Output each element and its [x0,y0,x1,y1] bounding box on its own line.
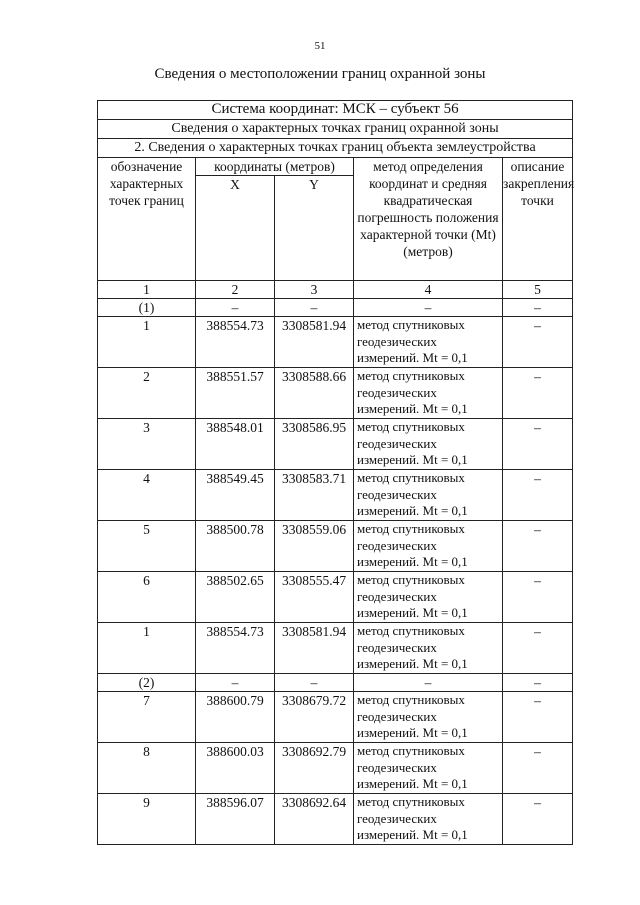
point-y: 3308581.94 [275,317,354,368]
point-x: 388548.01 [196,419,275,470]
group-dash: – [503,674,573,692]
point-description: – [503,368,573,419]
point-y: 3308679.72 [275,692,354,743]
point-y: 3308583.71 [275,470,354,521]
header-point-designation: обозначение характерных точек границ [98,158,196,281]
section1-cell: Сведения о характерных точках границ охранной зоны [98,120,573,139]
point-description: – [503,794,573,845]
table-row [98,572,573,623]
group-label: (1) [98,299,196,317]
point-y: 3308586.95 [275,419,354,470]
point-x: 388551.57 [196,368,275,419]
point-y: 3308559.06 [275,521,354,572]
header-coordinates [196,158,354,281]
group-label: (2) [98,674,196,692]
point-id: 9 [98,794,196,845]
point-y: 3308555.47 [275,572,354,623]
group-dash: – [196,674,275,692]
table-row [98,470,573,521]
point-y: 3308581.94 [275,623,354,674]
point-id: 3 [98,419,196,470]
group-dash: – [275,299,354,317]
point-method: метод спутниковых геодезических измерений. Mt = 0,1 [354,368,503,419]
page-number: 51 [314,40,326,52]
section1-row [98,120,573,139]
point-id: 1 [98,623,196,674]
point-y: 3308692.64 [275,794,354,845]
point-x: 388502.65 [196,572,275,623]
table-row [98,317,573,368]
point-method: метод спутниковых геодезических измерений. Mt = 0,1 [354,419,503,470]
point-x: 388554.73 [196,623,275,674]
point-id: 4 [98,470,196,521]
point-method: метод спутниковых геодезических измерений. Mt = 0,1 [354,470,503,521]
header-y: Y [274,176,353,280]
point-method: метод спутниковых геодезических измерений. Mt = 0,1 [354,794,503,845]
point-x: 388600.03 [196,743,275,794]
section2-row [98,139,573,158]
group-row [98,299,573,317]
column-number-row [98,281,573,299]
column-number: 4 [354,281,503,299]
column-number: 3 [275,281,354,299]
point-id: 2 [98,368,196,419]
point-method: метод спутниковых геодезических измерений. Mt = 0,1 [354,521,503,572]
point-id: 5 [98,521,196,572]
point-method: метод спутниковых геодезических измерений. Mt = 0,1 [354,743,503,794]
point-x: 388554.73 [196,317,275,368]
group-dash: – [354,299,503,317]
point-description: – [503,470,573,521]
point-id: 6 [98,572,196,623]
point-description: – [503,743,573,794]
table-row [98,521,573,572]
point-description: – [503,521,573,572]
group-dash: – [275,674,354,692]
group-row [98,674,573,692]
point-x: 388500.78 [196,521,275,572]
point-x: 388549.45 [196,470,275,521]
point-x: 388600.79 [196,692,275,743]
column-number: 5 [503,281,573,299]
document-title: Сведения о местоположении границ охранной зоны [154,66,486,82]
point-description: – [503,623,573,674]
group-dash: – [196,299,275,317]
point-description: – [503,692,573,743]
header-xy [196,176,353,280]
point-method: метод спутниковых геодезических измерений. Mt = 0,1 [354,623,503,674]
header-description: описание закрепления точки [503,158,573,281]
point-method: метод спутниковых геодезических измерений. Mt = 0,1 [354,317,503,368]
coordinate-system-row [98,101,573,120]
point-id: 7 [98,692,196,743]
point-description: – [503,317,573,368]
table-row [98,794,573,845]
column-number: 1 [98,281,196,299]
point-method: метод спутниковых геодезических измерений. Mt = 0,1 [354,572,503,623]
point-description: – [503,419,573,470]
table-row [98,419,573,470]
point-description: – [503,572,573,623]
point-x: 388596.07 [196,794,275,845]
coordinate-system-cell: Система координат: МСК – субъект 56 [98,101,573,120]
header-row [98,158,573,281]
group-dash: – [503,299,573,317]
point-y: 3308588.66 [275,368,354,419]
point-id: 8 [98,743,196,794]
table-row [98,623,573,674]
header-method: метод определения координат и средняя квадратическая погрешность положения характерной точки (Mt) (метров) [354,158,503,281]
header-x: X [230,177,240,192]
point-y: 3308692.79 [275,743,354,794]
table-row [98,692,573,743]
table-row [98,368,573,419]
coordinates-table [97,100,573,845]
table-row [98,743,573,794]
header-coordinates-caption: координаты (метров) [196,158,353,176]
point-id: 1 [98,317,196,368]
group-dash: – [354,674,503,692]
column-number: 2 [196,281,275,299]
point-method: метод спутниковых геодезических измерений. Mt = 0,1 [354,692,503,743]
section2-cell: 2. Сведения о характерных точках границ объекта землеустройства [98,139,573,158]
